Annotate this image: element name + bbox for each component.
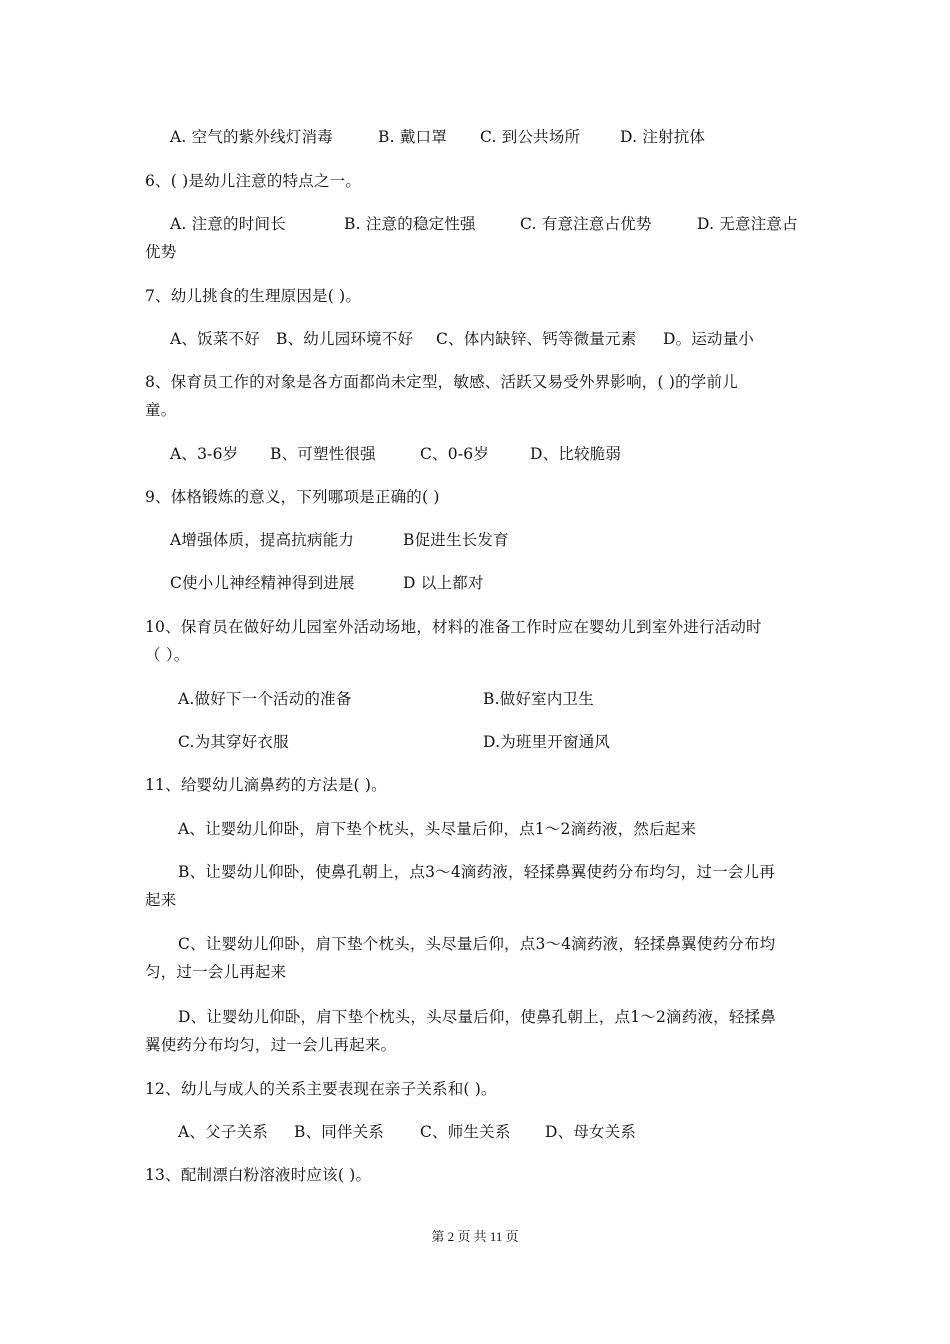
q6-option-b: B. 注意的稳定性强: [344, 215, 476, 233]
q5-option-a: A. 空气的紫外线灯消毒: [170, 128, 333, 146]
q11-option-c-line-1: C、让婴幼儿仰卧，肩下垫个枕头，头尽量后仰，点3～4滴药液，轻揉鼻翼使药分布均: [178, 935, 776, 953]
q8-stem-line-1: 8、保育员工作的对象是各方面都尚未定型，敏感、活跃又易受外界影响，( )的学前儿: [145, 373, 738, 391]
q13-stem: 13、配制漂白粉溶液时应该( )。: [145, 1166, 372, 1184]
q7-option-b: B、幼儿园环境不好: [276, 330, 414, 348]
q11-stem: 11、给婴幼儿滴鼻药的方法是( )。: [145, 776, 387, 794]
q10-option-b: B.做好室内卫生: [483, 690, 594, 708]
q6-option-c: C. 有意注意占优势: [520, 215, 652, 233]
q10-option-d: D.为班里开窗通风: [483, 733, 611, 751]
q6-option-d: D. 无意注意占: [697, 215, 798, 233]
q12-stem: 12、幼儿与成人的关系主要表现在亲子关系和( )。: [145, 1080, 497, 1098]
q8-option-b: B、可塑性很强: [270, 445, 376, 463]
q11-option-d-line-2: 翼使药分布均匀，过一会儿再起来。: [145, 1036, 397, 1054]
q6-stem: 6、( )是幼儿注意的特点之一。: [145, 172, 362, 190]
q7-option-c: C、体内缺锌、钙等微量元素: [436, 330, 637, 348]
q8-stem-line-2: 童。: [145, 401, 177, 419]
q11-option-d-line-1: D、让婴幼儿仰卧，肩下垫个枕头，头尽量后仰，使鼻孔朝上，点1～2滴药液，轻揉鼻: [178, 1008, 776, 1026]
q11-option-a: A、让婴幼儿仰卧，肩下垫个枕头，头尽量后仰，点1～2滴药液，然后起来: [178, 820, 697, 838]
q10-option-c: C.为其穿好衣服: [178, 733, 289, 751]
q10-option-a: A.做好下一个活动的准备: [178, 690, 352, 708]
q11-option-c-line-2: 匀，过一会儿再起来: [145, 963, 287, 981]
q8-option-a: A、3-6岁: [170, 445, 239, 463]
q10-stem-line-2: （ ）。: [145, 646, 190, 664]
q9-option-b: B促进生长发育: [403, 531, 509, 549]
q7-option-d: D。运动量小: [663, 330, 755, 348]
q7-stem: 7、幼儿挑食的生理原因是( )。: [145, 287, 362, 305]
q8-option-c: C、0-6岁: [420, 445, 490, 463]
q5-option-b: B. 戴口罩: [378, 128, 447, 146]
q9-option-d: D 以上都对: [403, 574, 484, 592]
q8-option-d: D、比较脆弱: [530, 445, 622, 463]
q9-option-a: A增强体质，提高抗病能力: [170, 531, 355, 549]
q11-option-b-line-1: B、让婴幼儿仰卧，使鼻孔朝上，点3～4滴药液，轻揉鼻翼使药分布均匀，过一会儿再: [178, 863, 775, 881]
page-footer: 第 2 页 共 11 页: [431, 1229, 519, 1244]
q10-stem-line-1: 10、保育员在做好幼儿园室外活动场地，材料的准备工作时应在婴幼儿到室外进行活动时: [145, 618, 762, 636]
q11-option-b-line-2: 起来: [145, 891, 177, 909]
q5-option-c: C. 到公共场所: [480, 128, 581, 146]
q5-option-d: D. 注射抗体: [620, 128, 706, 146]
q6-option-d-continued: 优势: [145, 243, 177, 261]
q6-option-a: A. 注意的时间长: [170, 215, 286, 233]
q9-stem: 9、体格锻炼的意义，下列哪项是正确的( ): [145, 488, 440, 506]
q12-option-a: A、父子关系: [178, 1123, 268, 1141]
q9-option-c: C使小儿神经精神得到进展: [170, 574, 355, 592]
q12-option-b: B、同伴关系: [294, 1123, 385, 1141]
q12-option-d: D、母女关系: [545, 1123, 637, 1141]
q12-option-c: C、师生关系: [420, 1123, 511, 1141]
q7-option-a: A、饭菜不好: [170, 330, 260, 348]
